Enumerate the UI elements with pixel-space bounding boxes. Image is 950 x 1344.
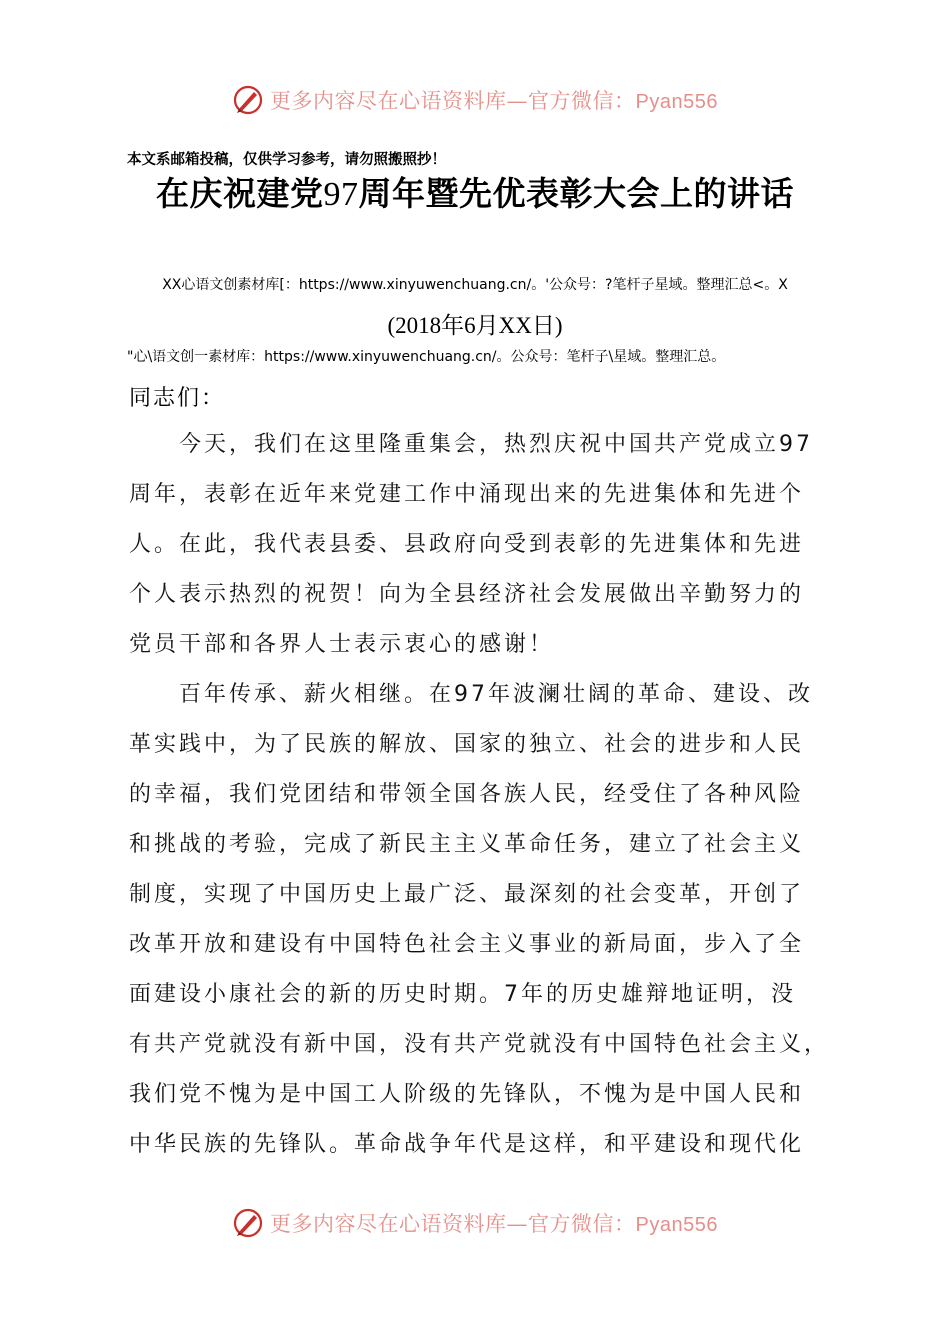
speech-date: (2018年6月XX日) <box>387 313 563 338</box>
paragraph-line: 人。在此，我代表县委、县政府向受到表彰的先进集体和先进 <box>129 532 805 557</box>
paragraph-line: 面建设小康社会的新的历史时期。7年的历史雄辩地证明，没 <box>129 982 796 1007</box>
greeting: 同志们： <box>129 386 226 411</box>
paragraph-line: 周年，表彰在近年来党建工作中涌现出来的先进集体和先进个 <box>129 482 805 507</box>
source-line-2: "心\语文创一素材库：https://www.xinyuwenchuang.cn/。公众号：笔杆子\星域。整理汇总。 <box>127 349 726 365</box>
paragraph-line: 中华民族的先锋队。革命战争年代是这样，和平建设和现代化 <box>129 1132 805 1157</box>
paragraph-line: 我们党不愧为是中国工人阶级的先锋队，不愧为是中国人民和 <box>129 1082 805 1107</box>
header-watermark-banner <box>0 84 950 128</box>
paragraph-line: 制度，实现了中国历史上最广泛、最深刻的社会变革，开创了 <box>129 882 805 907</box>
paragraph-line: 改革开放和建设有中国特色社会主义事业的新局面，步入了全 <box>129 932 805 957</box>
paragraph-line: 的幸福，我们党团结和带领全国各族人民，经受住了各种风险 <box>129 782 805 807</box>
source-line-1: XX心语文创素材库[：https://www.xinyuwenchuang.cn/。'公众号：?笔杆子星域。整理汇总<。X <box>162 277 788 293</box>
pen-logo-icon <box>232 84 264 116</box>
paragraph-line: 个人表示热烈的祝贺！向为全县经济社会发展做出辛勤努力的 <box>129 582 805 607</box>
paragraph-line: 有共产党就没有新中国，没有共产党就没有中国特色社会主义， <box>129 1032 829 1057</box>
paragraph-line: 和挑战的考验，完成了新民主主义革命任务，建立了社会主义 <box>129 832 805 857</box>
copyright-notice: 本文系邮箱投稿，仅供学习参考，请勿照搬照抄！ <box>127 151 446 168</box>
paragraph-line: 今天，我们在这里隆重集会，热烈庆祝中国共产党成立97 <box>129 432 813 457</box>
pen-logo-icon <box>232 1207 264 1239</box>
paragraph-line: 革实践中，为了民族的解放、国家的独立、社会的进步和人民 <box>129 732 805 757</box>
banner-account: Pyan556 <box>635 91 718 113</box>
paragraph-2 <box>129 670 829 1170</box>
paragraph-line: 百年传承、薪火相继。在97年波澜壮阔的革命、建设、改 <box>129 682 813 707</box>
paragraph-line: 党员干部和各界人士表示衷心的感谢！ <box>129 632 555 657</box>
paragraph-1 <box>129 420 829 670</box>
banner-text: 更多内容尽在心语资料库—官方微信：Pyan556 <box>270 89 718 113</box>
footer-watermark-banner <box>0 1207 950 1251</box>
banner-account: Pyan556 <box>635 1214 718 1236</box>
page-title: 在庆祝建党97周年暨先优表彰大会上的讲话 <box>156 174 794 213</box>
banner-text: 更多内容尽在心语资料库—官方微信：Pyan556 <box>270 1212 718 1236</box>
